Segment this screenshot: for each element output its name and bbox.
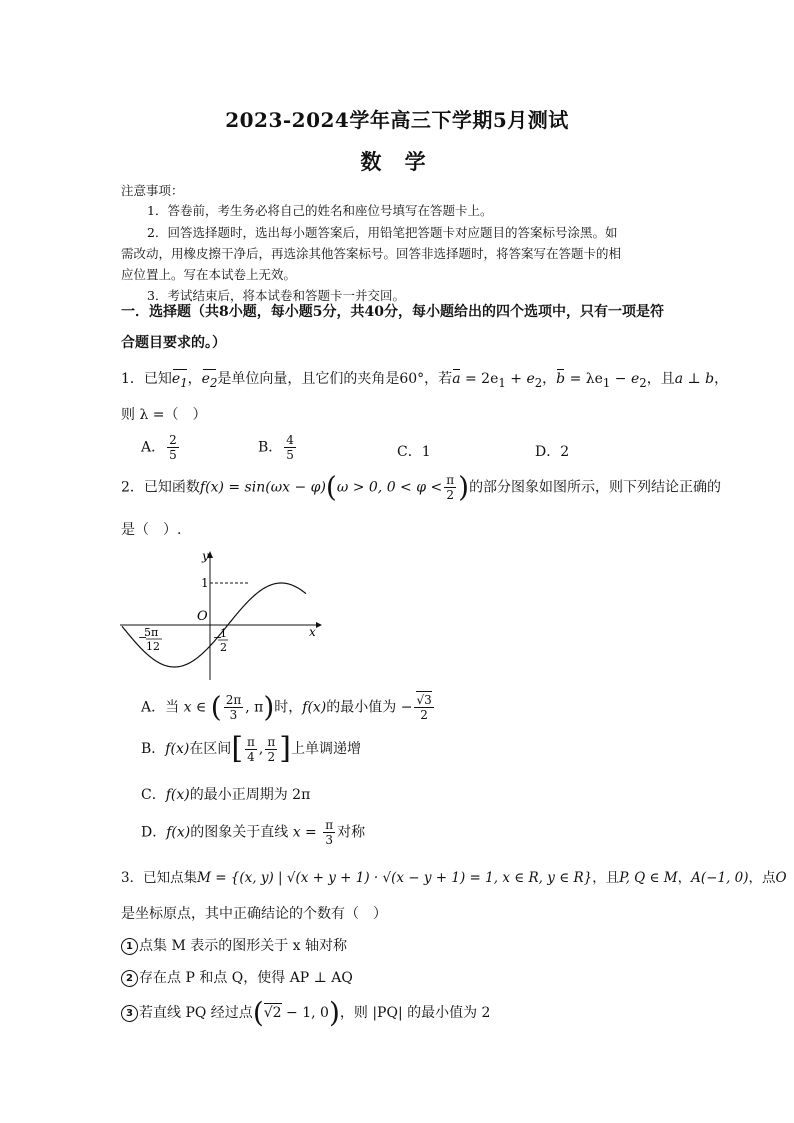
question-1-line2: 则 λ =（ ）: [121, 407, 207, 423]
tick-label-1: 1: [201, 576, 209, 590]
notice-item-3: 3．考试结束后，将本试卷和答题卡一并交回。: [147, 288, 405, 303]
function-condition: ω > 0, 0 < φ <: [336, 479, 443, 496]
function-expression: f(x) = sin(ωx − φ): [199, 479, 326, 496]
option-b[interactable]: B．f(x)在区间[ $\frac{\pi}{4}$ , $\frac{\pi}{2}$ ]上单调递增: [141, 731, 361, 766]
tick-y-denominator: 2: [220, 641, 227, 654]
math-b-expression: = λe: [569, 371, 603, 387]
x-axis-arrow: [316, 622, 322, 628]
notice-item-2: 2．回答选择题时，选出每小题答案后，用铅笔把答题卡对应题目的答案标号涂黑。如: [147, 225, 618, 240]
math-a-expression: = 2e: [465, 371, 499, 387]
option-b[interactable]: [258, 433, 298, 462]
fraction: $\frac{2}{5}$: [169, 433, 177, 462]
y-axis-label: y: [202, 550, 209, 563]
option-c[interactable]: C．1: [397, 444, 431, 460]
x-axis-label: x: [309, 625, 316, 639]
option-a[interactable]: A．当 x ∈ ( $\frac{2\pi}{3}$ , π)时，f(x)的最小值为 − $\frac{√3}{2}$: [141, 690, 432, 724]
circled-number-2: 2: [121, 970, 138, 987]
vector-b: b: [556, 371, 566, 387]
question-3-line2: 是坐标原点，其中正确结论的个数有（ ）: [121, 906, 387, 922]
option-d[interactable]: D．2: [535, 444, 570, 460]
question-1-line1: 1．已知$e_1$，$e_2$是单位向量，且它们的夹角是60°，若$a = 2e_1 + e_2$，$b = \lambda e_1 - e_2$，且a ⊥ b，: [121, 371, 729, 390]
subject-title: 数 学: [360, 149, 434, 174]
option-label: A．: [141, 439, 166, 456]
tick-x-numerator: 5π: [144, 626, 159, 639]
statement-2: 2 存在点 P 和点 Q，使得 AP ⊥ AQ: [121, 967, 353, 987]
statement-3: 3 若直线 PQ 经过点(√2 − 1, 0)，则 |PQ| 的最小值为 2: [121, 999, 490, 1027]
circled-number-1: 1: [121, 938, 138, 955]
circled-number-3: 3: [121, 1005, 138, 1022]
question-text: 已知: [143, 371, 172, 387]
question-2-line1: 2．已知函数f(x) = sin(ωx − φ)(ω > 0, 0 < φ < $\frac{\pi}{2}$ )的部分图象如图所示，则下列结论正确的: [121, 470, 722, 504]
notice-item-2-end: 应位置上。写在本试卷上无效。: [121, 267, 297, 282]
notice-item-1: 1．答卷前，考生务必将自己的姓名和座位号填写在答题卡上。: [147, 203, 493, 218]
question-text: ，且: [646, 371, 675, 387]
option-label: B．: [258, 439, 283, 456]
set-expression: M = {(x, y) | √(x + y + 1) · √(x − y + 1) = 1, x ∈ R, y ∈ R}: [197, 870, 593, 886]
notice-heading: 注意事项：: [121, 183, 184, 198]
minus-sign: −: [138, 631, 148, 644]
tick-y-numerator: 1: [220, 627, 227, 640]
minus-sign: −: [213, 631, 223, 644]
option-c[interactable]: C．f(x)的最小正周期为 2π: [141, 787, 311, 803]
sine-graph-figure: [118, 550, 323, 682]
notice-item-2-cont: 需改动，用橡皮擦干净后，再选涂其他答案标号。回答非选择题时，将答案写在答题卡的相: [121, 246, 622, 261]
origin-label: O: [197, 609, 208, 624]
question-2-line2: 是（ ）.: [121, 522, 182, 538]
option-d[interactable]: D．f(x)的图象关于直线 x = $\frac{\pi}{3}$ 对称: [141, 818, 366, 847]
vector-a: a: [452, 371, 461, 387]
question-text: 是单位向量，且它们的夹角是60°，若: [217, 371, 453, 387]
question-3-line1: 3．已知点集M = {(x, y) | √(x + y + 1) · √(x − y + 1) = 1, x ∈ R, y ∈ R}，且P, Q ∈ M，A(−1, 0)，点O: [121, 870, 787, 886]
section-heading-line1: 一．选择题（共8小题，每小题5分，共40分，每小题给出的四个选项中，只有一项是符: [121, 304, 664, 320]
fraction: $\frac{4}{5}$: [286, 433, 294, 462]
vector-e1: $e_1$: [171, 371, 188, 390]
section-heading-line2: 合题目要求的。）: [121, 335, 226, 351]
question-number: 1．: [121, 371, 144, 387]
statement-1: 1 点集 M 表示的图形关于 x 轴对称: [121, 935, 347, 955]
vector-e2: $e_2$: [201, 371, 218, 390]
tick-x-denominator: 12: [146, 640, 160, 653]
exam-title: 2023-2024学年高三下学期5月测试: [225, 108, 569, 132]
option-a[interactable]: [141, 433, 181, 462]
